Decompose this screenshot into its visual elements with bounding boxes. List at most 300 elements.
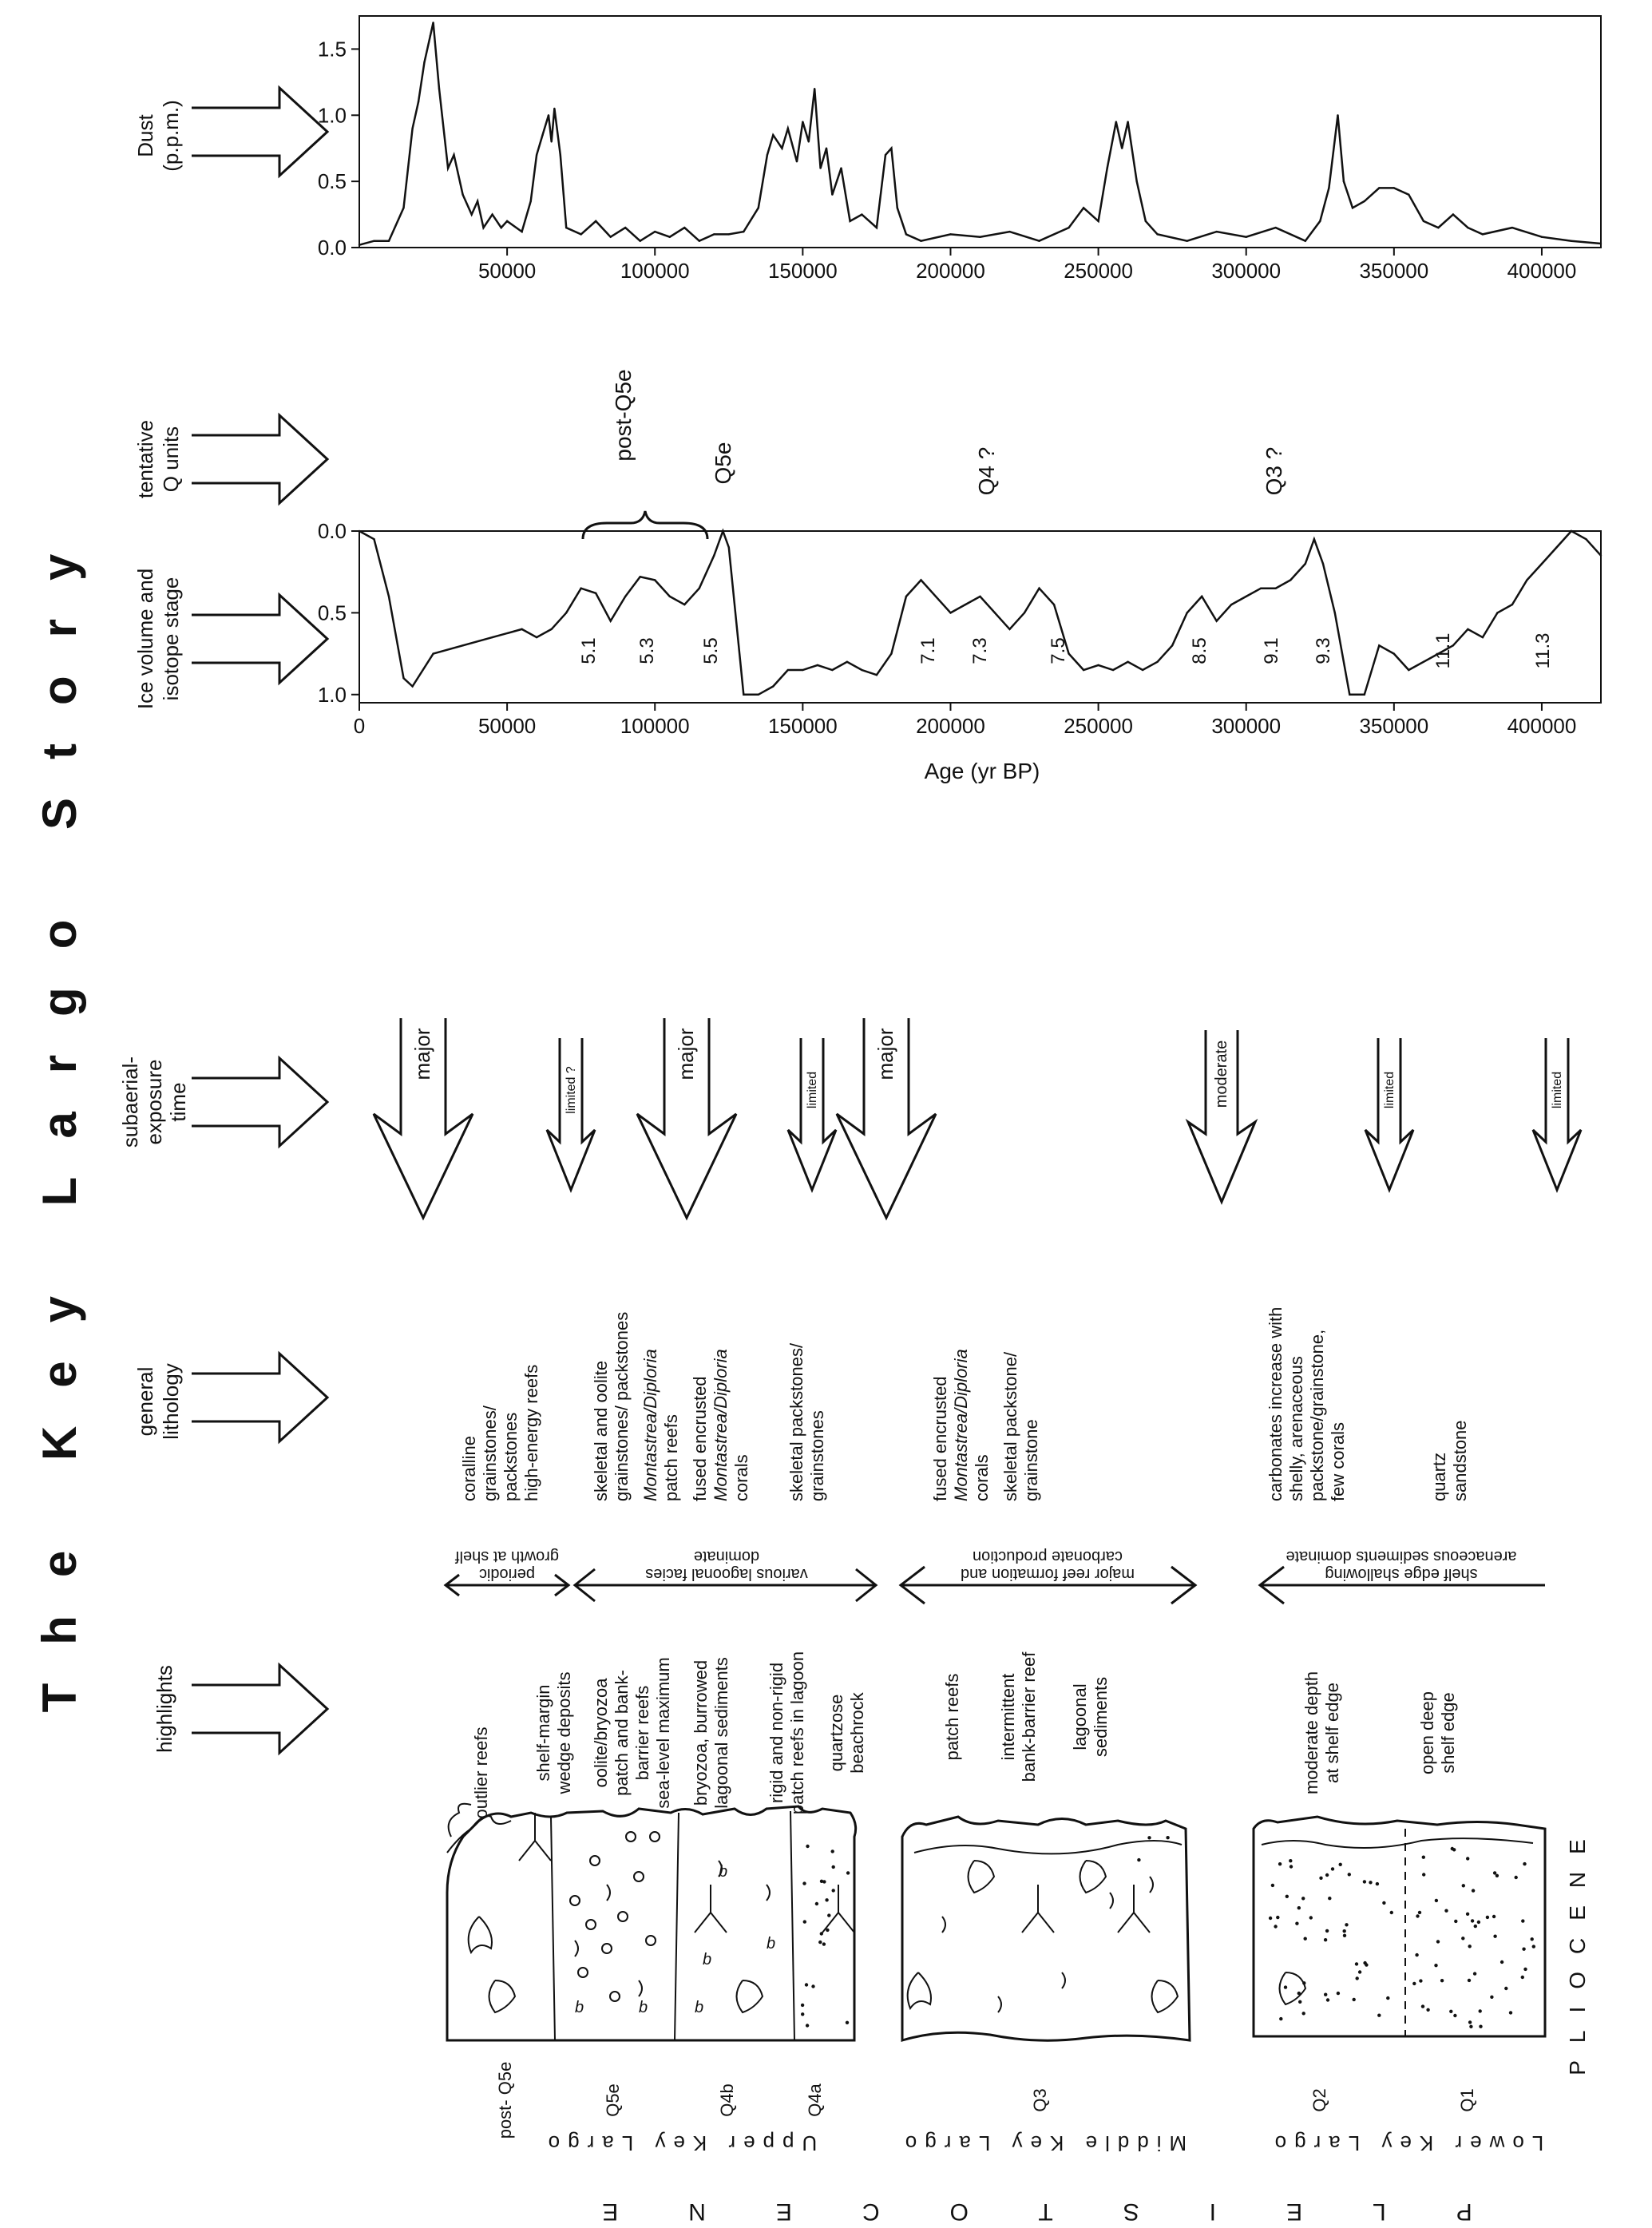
unit-name-q3 — [1030, 2088, 1050, 2111]
unit-name-text: Q2 — [1309, 2088, 1329, 2112]
sand-dot — [1453, 2014, 1456, 2017]
stage-label: 9.1 — [1261, 637, 1282, 664]
ice-volume-point — [1053, 604, 1055, 605]
unit-name-q1 — [1457, 2088, 1477, 2111]
ice-volume-point — [536, 636, 537, 638]
stage-labels — [578, 633, 1554, 669]
epoch-pliocene: PLIOCENE — [1565, 1822, 1590, 2075]
lithology-line: packstones — [501, 1412, 521, 1501]
ice-volume-point — [722, 530, 723, 532]
sand-dot — [831, 1849, 834, 1853]
ice-volume-point — [1408, 669, 1409, 671]
dust-point — [640, 240, 641, 242]
ice-volume-point — [1541, 563, 1543, 565]
dust-point — [521, 231, 522, 232]
dust-point — [441, 114, 442, 116]
formation-lower: Lower Key Largo — [1266, 2131, 1544, 2155]
dust-point — [553, 108, 555, 109]
highlight-line: lagoonal sediments — [711, 1657, 731, 1809]
dust-point — [781, 148, 782, 149]
unit-name-text: Q1 — [1457, 2088, 1477, 2112]
sand-dot — [1274, 1925, 1277, 1928]
highlight-item — [942, 1674, 962, 1761]
facies-texts — [455, 1548, 1517, 1583]
facies-line: arenaceous sediments dominate — [1286, 1548, 1517, 1565]
sand-dot — [1284, 1985, 1287, 1988]
sand-dot — [1276, 1916, 1279, 1919]
lithology-line: grainstones — [807, 1410, 827, 1501]
stage-label: 5.3 — [636, 637, 658, 664]
row-label-ice — [133, 569, 183, 709]
stage-label: 9.3 — [1313, 637, 1334, 664]
facies-line: shelf edge shallowing — [1325, 1565, 1478, 1583]
y-tick-label: 1.0 — [317, 682, 347, 707]
dust-point — [840, 167, 842, 168]
lithology-line: shelly, arenaceous — [1286, 1356, 1306, 1501]
row-label-units — [133, 420, 183, 498]
sand-dot — [1490, 1996, 1493, 1999]
ice-volume-point — [1156, 661, 1158, 663]
highlight-line: patch reefs — [942, 1673, 962, 1761]
ice-volume-point — [1260, 587, 1262, 589]
sand-dot — [1301, 1897, 1305, 1900]
sand-dot — [1435, 1899, 1438, 1902]
dust-point — [430, 35, 431, 37]
lithology-line: skeletal and oolite — [591, 1360, 611, 1501]
sand-dot — [1522, 1948, 1525, 1951]
epoch-pleistocene: PLEISTOCENE — [532, 2198, 1472, 2225]
sand-dot — [1269, 1917, 1272, 1920]
x-tick-label: 300000 — [1211, 714, 1282, 738]
highlight-line: rigid and non-rigid — [767, 1662, 786, 1804]
highlight-item — [533, 1672, 574, 1795]
sand-dot — [1147, 1836, 1151, 1839]
dust-point — [1319, 220, 1321, 222]
unit-name-labels — [495, 2062, 1477, 2139]
facies-line: major reef formation and — [961, 1565, 1135, 1583]
dust-point — [560, 154, 561, 156]
dust-point — [1068, 227, 1069, 228]
dust-point — [530, 200, 532, 202]
sand-dot — [1515, 1876, 1518, 1879]
figure-title-text: The Key Largo Story — [33, 515, 86, 1713]
dust-point — [808, 141, 810, 142]
exposure-label: major — [674, 1028, 698, 1080]
sand-dot — [1471, 1919, 1474, 1922]
dust-point — [462, 194, 463, 196]
dust-point — [819, 167, 821, 168]
x-tick-label: 300000 — [1211, 259, 1282, 283]
ice-x-axis-label: Age (yr BP) — [924, 759, 1040, 783]
dust-point — [743, 231, 744, 232]
y-tick-label: 1.5 — [317, 37, 347, 61]
facies-text-periodic — [455, 1548, 560, 1583]
exposure-arrow-major-icon — [637, 1018, 736, 1218]
sand-dot — [832, 1865, 835, 1869]
formation-middle: Middle Key Largo — [897, 2131, 1187, 2155]
dust-point — [1275, 227, 1277, 228]
figure-title — [33, 516, 86, 1713]
x-tick-label: 50000 — [477, 714, 537, 738]
stage-label: 5.5 — [700, 637, 722, 664]
facies-line: various lagoonal facies — [645, 1565, 808, 1583]
lithology-upper-4 — [786, 1342, 827, 1501]
sand-stipple — [801, 1836, 1535, 2028]
ice-volume-point — [1378, 644, 1380, 646]
dust-point — [885, 154, 886, 156]
sand-dot — [1418, 1911, 1421, 1914]
ice-volume-point — [521, 628, 522, 630]
lithology-line: skeletal packstone/ — [1000, 1351, 1020, 1501]
ice-volume-point — [876, 674, 878, 676]
ice-chart-frame — [359, 531, 1601, 703]
sand-dot — [811, 1984, 814, 1988]
sand-dot — [1468, 1979, 1471, 1982]
sand-dot — [1492, 1915, 1496, 1918]
sand-dot — [1523, 1968, 1527, 1971]
highlight-item — [826, 1691, 867, 1774]
ice-volume-point — [1555, 546, 1557, 548]
exposure-arrow-major-icon — [837, 1018, 936, 1218]
dust-point — [438, 88, 440, 89]
sand-dot — [1479, 2009, 1482, 2012]
sand-dot — [805, 1983, 808, 1986]
ice-volume-point — [1585, 538, 1587, 540]
dust-point — [814, 88, 815, 89]
highlight-item — [1301, 1671, 1342, 1794]
unit-labels — [583, 369, 1286, 539]
ice-volume-point — [1423, 661, 1424, 663]
ice-volume-point — [595, 593, 596, 594]
row-label-lithology-line-1: general — [133, 1366, 157, 1437]
lithology-upper-2 — [591, 1312, 751, 1501]
exposure-arrow-limited-icon — [1533, 1038, 1581, 1190]
ice-volume-point — [1246, 596, 1247, 597]
oolite-glyphs — [570, 1832, 660, 2001]
ice-volume-point — [994, 612, 996, 613]
sand-dot — [1286, 1895, 1289, 1898]
y-tick-label: 0.0 — [317, 236, 347, 260]
stage-label: 7.1 — [917, 637, 939, 664]
unit-name-q4a — [805, 2083, 825, 2116]
sand-dot — [1358, 1970, 1361, 1973]
facies-text-shelf — [1286, 1548, 1516, 1583]
sand-dot — [1473, 1972, 1476, 1975]
ice-volume-point — [1008, 628, 1010, 630]
lithology-line: fused encrusted — [930, 1376, 950, 1501]
dust-point — [610, 236, 612, 238]
ice-volume-point — [1230, 604, 1232, 605]
y-tick-label: 0.5 — [317, 169, 347, 194]
ice-volume-point — [1482, 636, 1484, 638]
ice-volume-point — [979, 596, 981, 597]
dust-line — [359, 22, 1601, 244]
exposure-label: moderate — [1213, 1040, 1230, 1108]
ice-volume-point — [1600, 555, 1602, 557]
lithology-lower-2 — [1429, 1420, 1470, 1501]
unit-name-q5e — [603, 2083, 623, 2117]
dust-point — [758, 207, 759, 208]
dust-point — [1423, 220, 1424, 222]
dust-point — [595, 220, 596, 222]
lithology-line: coralline — [459, 1436, 479, 1501]
highlight-line: oolite/bryozoa — [591, 1678, 611, 1788]
x-tick-label: 0 — [353, 714, 366, 738]
sand-dot — [1504, 1987, 1507, 1990]
row-label-units-line-1: tentative — [133, 419, 157, 499]
highlight-line: sediments — [1091, 1676, 1111, 1758]
dust-point — [849, 220, 850, 222]
sand-dot — [1290, 1865, 1293, 1868]
ice-volume-point — [491, 636, 493, 638]
ice-volume-point — [949, 612, 951, 613]
sand-dot — [1324, 1938, 1327, 1941]
highlight-line: bryozoa, burrowed — [691, 1659, 711, 1806]
sand-dot — [1521, 1919, 1524, 1922]
ice-volume-point — [1364, 694, 1365, 696]
x-tick-label: 400000 — [1507, 259, 1577, 283]
dust-point — [713, 233, 715, 235]
ice-volume-point — [1186, 612, 1187, 613]
ice-y-ticks — [318, 519, 359, 707]
ice-volume-point — [388, 596, 390, 597]
ice-volume-point — [1275, 587, 1277, 589]
facies-text-lagoonal — [645, 1548, 807, 1583]
ice-volume-point — [610, 620, 612, 621]
sand-dot — [801, 2012, 804, 2016]
dust-point — [1511, 227, 1513, 228]
dust-point — [1337, 114, 1338, 116]
exposure-label: major — [410, 1028, 434, 1080]
sand-dot — [820, 1880, 823, 1883]
stage-label: 7.5 — [1048, 637, 1069, 664]
lithology-line: patch reefs — [661, 1414, 681, 1501]
ice-volume-point — [728, 546, 730, 548]
sand-dot — [1415, 1953, 1418, 1956]
sand-dot — [1493, 1935, 1496, 1938]
sand-dot — [1339, 1863, 1342, 1866]
sand-dot — [1422, 1856, 1425, 1859]
ice-volume-point — [359, 530, 360, 532]
ice-volume-point — [1127, 661, 1128, 663]
dust-point — [1038, 240, 1040, 242]
lithology-taxon: Montastrea/Diploria — [951, 1349, 971, 1501]
dust-point — [536, 154, 537, 156]
dust-point — [796, 161, 798, 162]
highlight-item — [691, 1657, 731, 1809]
dust-point — [565, 227, 567, 228]
sand-dot — [1416, 1914, 1419, 1917]
dust-point — [1600, 243, 1602, 244]
row-label-exposure-line-3: time — [166, 1082, 190, 1122]
y-tick-label: 0.5 — [317, 601, 347, 625]
highlight-item — [1070, 1677, 1111, 1757]
dust-point — [359, 244, 360, 245]
bryozoa-symbol: b — [703, 1951, 712, 1968]
sand-dot — [1353, 1998, 1356, 2001]
highlight-line: moderate depth — [1301, 1671, 1321, 1795]
sand-dot — [1419, 1979, 1422, 1982]
sand-dot — [1382, 1901, 1385, 1905]
sand-dot — [815, 1902, 818, 1905]
highlight-line: patch reefs in lagoon — [787, 1651, 807, 1815]
row-label-highlights — [153, 1665, 176, 1753]
sand-dot — [806, 2024, 809, 2027]
dust-point — [920, 240, 921, 242]
ice-volume-point — [965, 604, 966, 605]
highlight-item — [767, 1651, 807, 1814]
stage-label: 5.1 — [578, 637, 600, 664]
dust-point — [1097, 220, 1099, 222]
row-label-highlights-text: highlights — [153, 1665, 176, 1753]
sand-dot — [1271, 1884, 1274, 1887]
sand-dot — [1426, 2008, 1429, 2012]
sand-dot — [802, 1881, 806, 1885]
dust-point — [1328, 187, 1329, 188]
sand-dot — [1474, 1925, 1477, 1928]
sand-dot — [1531, 1937, 1534, 1941]
highlight-line: quartzose — [826, 1694, 846, 1772]
lithology-line: grainstones/ — [480, 1405, 500, 1501]
ice-volume-point — [1511, 604, 1513, 605]
sand-dot — [1377, 2014, 1381, 2017]
sand-dot — [1356, 1976, 1359, 1980]
unit-label-q3: Q3 ? — [1262, 446, 1286, 496]
sand-dot — [1297, 1906, 1301, 1909]
ice-volume-point — [920, 579, 921, 581]
row-label-dust-line-1: Dust — [133, 114, 157, 157]
bryozoa-symbol: b — [767, 1935, 776, 1952]
ice-volume-point — [699, 587, 700, 589]
dust-point — [1364, 200, 1365, 202]
dust-point — [477, 200, 478, 202]
dust-point — [1115, 121, 1117, 122]
stage-label: 7.3 — [969, 637, 991, 664]
sand-dot — [1331, 1867, 1334, 1870]
lithology-line: corals — [731, 1454, 751, 1501]
stage-label: 11.3 — [1532, 632, 1554, 669]
arc-glyphs — [575, 1861, 1153, 2012]
x-tick-label: 200000 — [916, 259, 985, 283]
dust-point — [1136, 180, 1138, 182]
sand-dot — [1319, 1877, 1322, 1880]
dust-point — [423, 61, 425, 63]
sand-dot — [1325, 1929, 1329, 1933]
dust-point — [905, 233, 907, 235]
x-tick-label: 100000 — [620, 714, 690, 738]
row-arrows — [192, 88, 327, 1753]
dust-point — [979, 236, 981, 238]
dust-point — [1107, 167, 1108, 168]
sand-dot — [1422, 1873, 1425, 1876]
dust-series — [359, 22, 1602, 246]
exposure-label: limited — [1551, 1071, 1564, 1109]
sand-dot — [1486, 1916, 1489, 1919]
formation-upper: Upper Key Largo — [540, 2131, 818, 2155]
sand-dot — [1363, 1880, 1366, 1883]
sand-dot — [1337, 1992, 1340, 1995]
exposure-label: limited — [806, 1071, 819, 1109]
ice-volume-point — [550, 628, 552, 630]
ice-volume-point — [1334, 612, 1336, 613]
sand-dot — [1509, 2011, 1512, 2014]
sand-dot — [822, 1942, 826, 1945]
exposure-arrow-icon — [192, 1058, 327, 1146]
dust-point — [1378, 187, 1380, 188]
dust-point — [861, 213, 862, 215]
stage-label: 11.1 — [1432, 632, 1454, 669]
row-label-dust — [133, 100, 183, 172]
ice-volume-point — [411, 685, 413, 687]
sand-dot — [1298, 2000, 1301, 2004]
formation-labels — [541, 2131, 1544, 2155]
ice-volume-point — [1290, 579, 1291, 581]
ice-volume-point — [640, 576, 641, 577]
dust-point — [728, 233, 730, 235]
dust-point — [772, 134, 774, 136]
highlight-line: patch and bank- — [612, 1670, 632, 1796]
row-label-lithology-line-2: lithology — [159, 1363, 183, 1440]
ice-volume-point — [743, 694, 744, 696]
sand-dot — [1363, 1961, 1366, 1964]
sand-dot — [1304, 1937, 1307, 1941]
ice-volume-point — [1024, 612, 1025, 613]
sand-dot — [1355, 1962, 1358, 1965]
sand-dot — [1466, 1857, 1469, 1860]
ice-volume-point — [1112, 669, 1114, 671]
sand-dot — [1434, 1964, 1437, 1967]
post-q5e-brace-icon — [583, 511, 707, 539]
sand-dot — [1328, 1897, 1331, 1900]
ice-volume-point — [654, 579, 656, 581]
dust-chart-frame — [359, 16, 1601, 248]
sand-dot — [1295, 1922, 1298, 1925]
sand-dot — [1421, 2004, 1424, 2008]
dust-point — [418, 101, 419, 103]
ice-volume-point — [935, 596, 937, 597]
highlight-line: intermittent — [998, 1673, 1018, 1761]
dust-point — [1482, 233, 1484, 235]
lithology-line: high-energy reefs — [521, 1364, 541, 1501]
sand-dot — [1289, 1859, 1292, 1862]
dust-arrow-icon — [192, 88, 327, 176]
x-tick-label: 250000 — [1064, 259, 1133, 283]
exposure-label: limited — [1383, 1071, 1396, 1109]
dust-point — [453, 154, 454, 156]
sand-dot — [1479, 2025, 1482, 2028]
sand-dot — [1523, 1862, 1526, 1865]
sand-dot — [1343, 1934, 1346, 1937]
dust-point — [890, 148, 892, 149]
dust-point — [447, 167, 449, 168]
exposure-label: major — [874, 1028, 897, 1080]
lithology-taxon: Montastrea/Diploria — [640, 1349, 660, 1501]
dust-point — [491, 213, 493, 215]
coral-glyphs — [469, 1813, 1305, 2012]
highlight-line: beachrock — [847, 1692, 867, 1774]
exposure-arrow-moderate-icon — [1188, 1030, 1255, 1202]
lithology-line: grainstone — [1021, 1419, 1041, 1501]
exposure-arrow-limited-icon — [547, 1038, 595, 1190]
sand-dot — [827, 1913, 830, 1917]
lithology-middle — [930, 1349, 1041, 1501]
dust-point — [411, 128, 413, 129]
sand-dot — [1386, 1996, 1389, 2000]
ice-volume-point — [817, 664, 818, 666]
lithology-texts — [459, 1307, 1470, 1501]
facies-line: periodic — [478, 1565, 536, 1583]
lithology-upper-1 — [459, 1365, 541, 1501]
